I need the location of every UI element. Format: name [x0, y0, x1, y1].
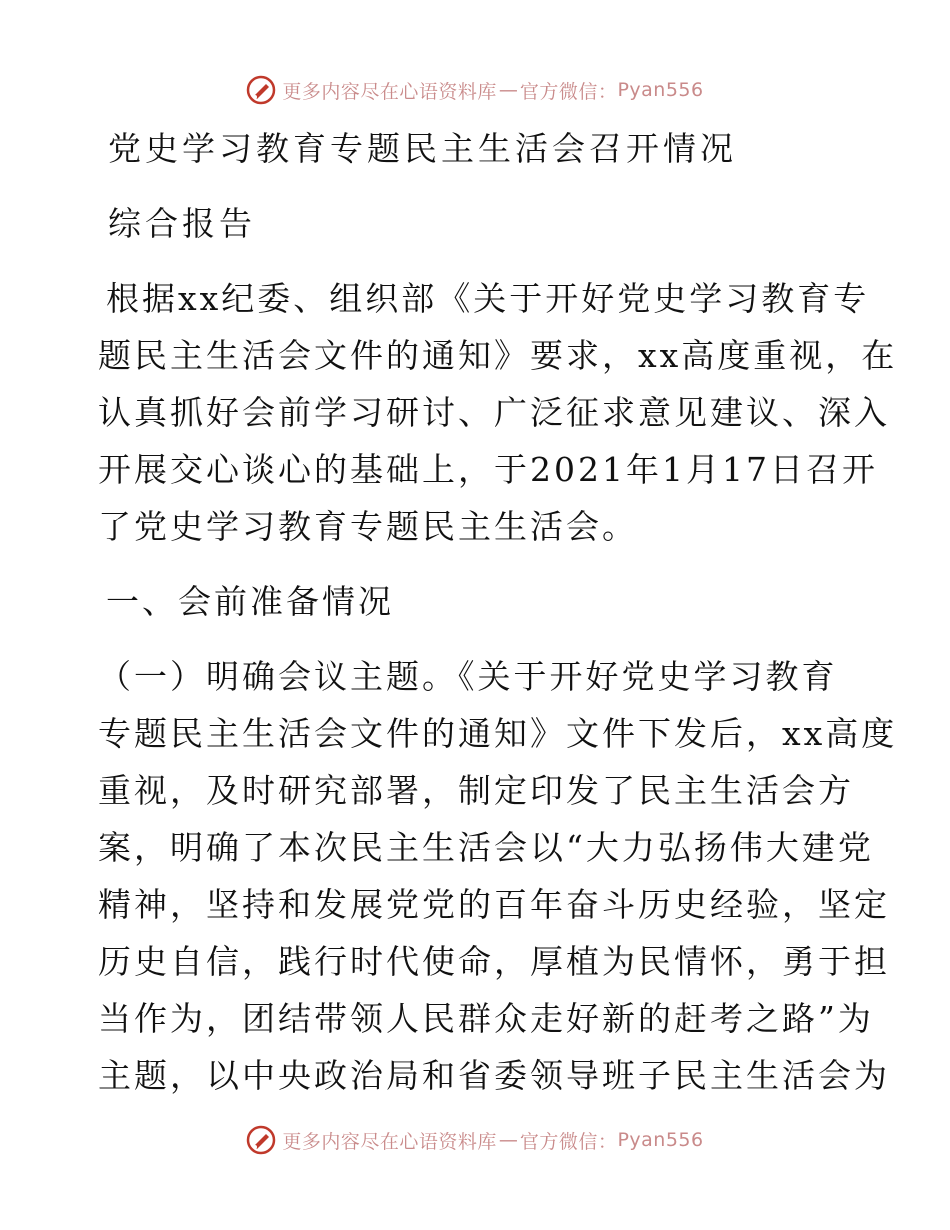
watermark-separator: —: [498, 79, 518, 101]
pen-logo-icon: [246, 75, 276, 105]
watermark-wechat-id: Pyan556: [617, 79, 704, 101]
paragraph-line: （一）明确会议主题。《关于开好党史学习教育: [98, 657, 838, 696]
watermark-text: 更多内容尽在心语资料库: [282, 1130, 497, 1153]
subsection-paragraph: [98, 648, 898, 1104]
watermark-text: 更多内容尽在心语资料库: [282, 80, 497, 103]
paragraph-line: 认真抓好会前学习研讨、广泛征求意见建议、深入: [98, 393, 890, 432]
paragraph-line: 开展交心谈心的基础上，于2021年1月17日召开: [98, 450, 878, 489]
watermark-top: [0, 70, 950, 110]
paragraph-line: 专题民主生活会文件的通知》文件下发后，xx高度: [98, 714, 898, 753]
pen-logo-icon: [246, 1125, 276, 1155]
watermark-bottom: [0, 1120, 950, 1160]
paragraph-line: 主题，以中央政治局和省委领导班子民主生活会为: [98, 1056, 890, 1095]
watermark-wechat-id: Pyan556: [617, 1129, 704, 1151]
paragraph-line: 题民主生活会文件的通知》要求，xx高度重视，在: [98, 336, 898, 375]
watermark-wechat-label: 官方微信：: [519, 1130, 618, 1153]
paragraph-line: 根据xx纪委、组织部《关于开好党史学习教育专: [106, 279, 870, 318]
paragraph-line: 重视，及时研究部署，制定印发了民主生活会方: [98, 771, 854, 810]
paragraph-line: 了党史学习教育专题民主生活会。: [98, 507, 638, 546]
watermark-separator: —: [498, 1129, 518, 1151]
paragraph-line: 历史自信，践行时代使命，厚植为民情怀，勇于担: [98, 942, 890, 981]
paragraph-line: 精神，坚持和发展党党的百年奋斗历史经验，坚定: [98, 885, 890, 924]
watermark-wechat-label: 官方微信：: [519, 80, 618, 103]
paragraph-line: 当作为，团结带领人民群众走好新的赶考之路”为: [98, 999, 874, 1038]
document-body: [98, 120, 898, 1104]
intro-paragraph: [98, 270, 898, 555]
section-heading: 一、会前准备情况: [106, 582, 394, 621]
document-title-line-2: 综合报告: [108, 204, 256, 243]
document-title-line-1: 党史学习教育专题民主生活会召开情况: [108, 129, 737, 168]
paragraph-line: 案，明确了本次民主生活会以“大力弘扬伟大建党: [98, 828, 874, 867]
